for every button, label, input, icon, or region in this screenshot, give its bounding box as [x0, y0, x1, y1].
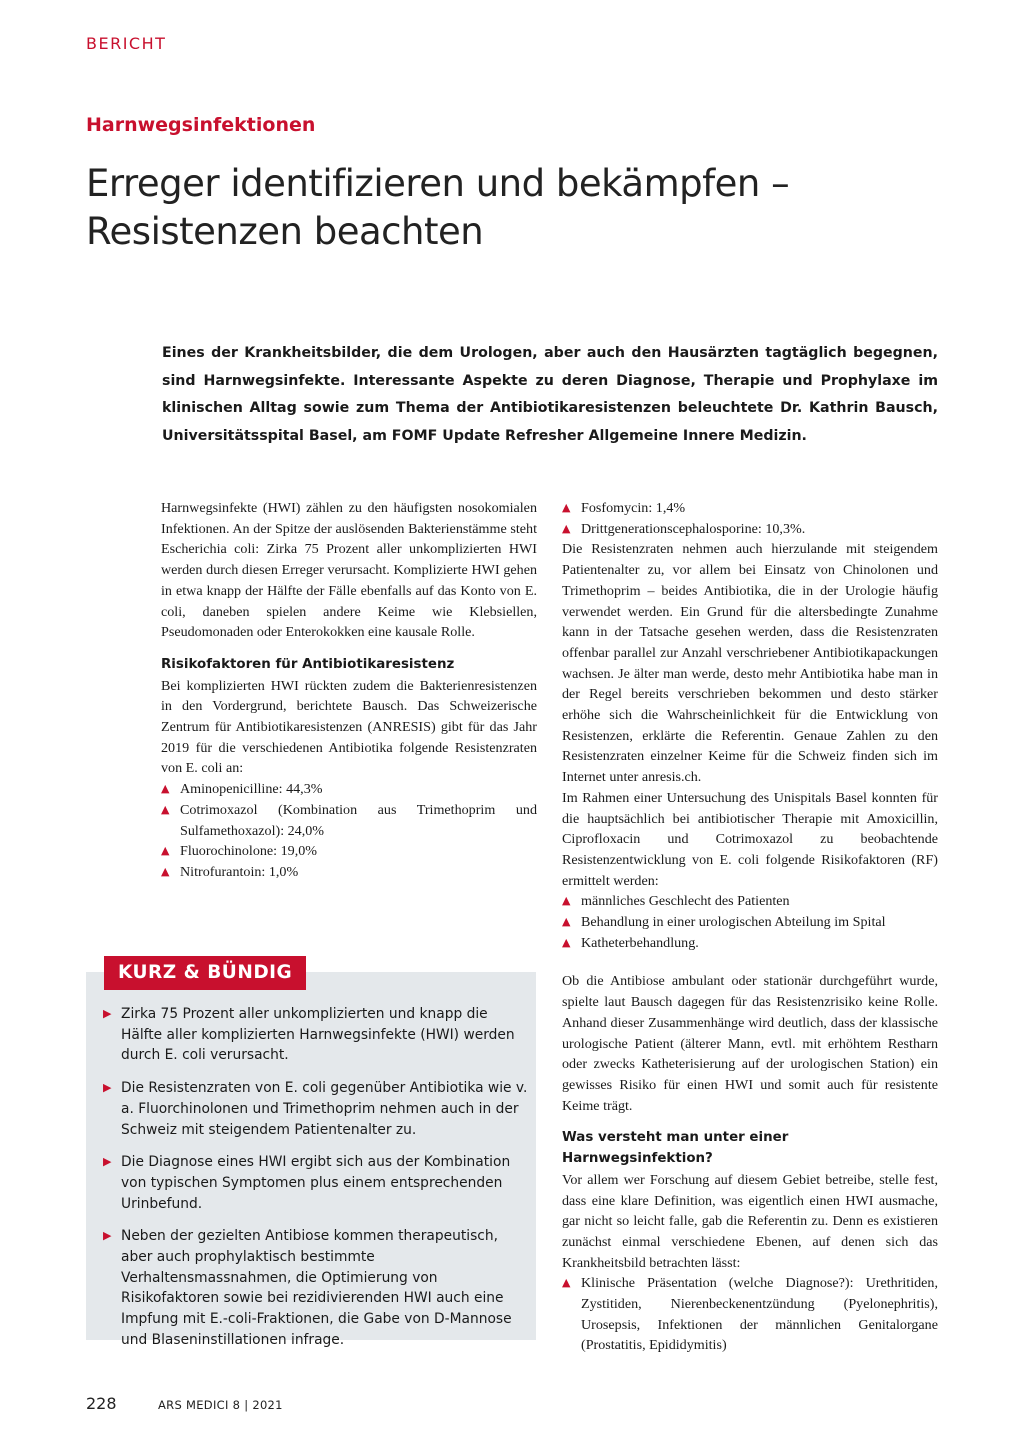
resistance-rates-list: [161, 779, 537, 883]
list-item: ▲ Behandlung in einer urologischen Abteilung im Spital: [562, 912, 938, 933]
triangle-bullet-icon: ▲: [562, 521, 571, 535]
triangle-bullet-icon: ▲: [562, 501, 571, 514]
summary-item: ▶ Die Resistenzraten von E. coli gegenüber Antibiotika wie v. a. Fluorchinolonen und Trimethoprim nehmen auch in der Schweiz mit steigendem Patientenalter zu.: [103, 1080, 528, 1138]
risk-factors-list: [562, 891, 938, 953]
subheading-risk-factors: Risikofaktoren für Antibiotikaresistenz: [161, 656, 455, 672]
article-kicker: Harnwegsinfektionen: [86, 114, 316, 136]
summary-list: [103, 1004, 528, 1363]
arrow-right-icon: ▶: [103, 1155, 112, 1169]
list-item: ▲ Nitrofurantoin: 1,0%: [161, 862, 537, 883]
urology-patient-paragraph: Ob die Antibiose ambulant oder stationär durchgeführt wurde, spielte laut Bausch dagegen für das Resistenzrisiko keine Rolle. Anhand dieser Zusammenhänge wird deutlich, dass der klassische urologische Patient (älterer Mann, evtl. mit erhöhtem Restharn oder zwecks Katheterisierung auf der urologischen Station) ein gewisses Risiko für einen HWI und somit auch für resistente Keime trägt.: [562, 973, 938, 1114]
summary-box-title: KURZ & BÜNDIG: [104, 956, 306, 990]
clinical-presentation-list: [562, 1273, 938, 1356]
triangle-bullet-icon: ▲: [562, 915, 571, 929]
summary-item: ▶ Zirka 75 Prozent aller unkomplizierten und knapp die Hälfte aller komplizierten Harnwegsinfekte (HWI) werden durch E. coli verursacht.: [103, 1006, 515, 1064]
right-column: [562, 498, 938, 1356]
list-item: ▲ Drittgenerationscephalosporine: 10,3%.: [562, 519, 938, 540]
list-item: ▲ männliches Geschlecht des Patienten: [562, 891, 938, 912]
list-item: ▲ Cotrimoxazol (Kombination aus Trimethoprim und Sulfamethoxazol): 24,0%: [161, 801, 537, 839]
arrow-right-icon: ▶: [103, 1229, 112, 1243]
intro-paragraph: Harnwegsinfekte (HWI) zählen zu den häufigsten nosokomialen Infektionen. An der Spitze der auslösenden Bakterienstämme steht Escherichia coli: Zirka 75 Prozent aller unkomplizierten HWI werden durch diesen Erreger verursacht. Komplizierte HWI gehen in etwa knapp der Hälfte der Fälle ebenfalls auf das Konto von E. coli, daneben spielen andere Keime wie Klebsiellen, Pseudomonaden oder Enterokokken eine kausale Rolle.: [161, 500, 537, 641]
left-column: [161, 498, 537, 883]
age-resistance-paragraph: Die Resistenzraten nehmen auch hierzulande mit steigendem Patientenalter zu, vor allem bei Einsatz von Chinolonen und Trimethoprim – beides Antibiotika, die in der Urologie häufig verwendet werden. Ein Grund für die altersbedingte Zunahme kann in der Tatsache gesehen werden, dass die Resistenzraten offenbar parallel zur Anzahl verschriebener Antibiotikapackungen wachsen. Je älter man werde, desto mehr Antibiotika habe man in der Regel bereits verschrieben bekommen und desto stärker erhöhe sich die Wahrscheinlichkeit für die Entwicklung von Resistenzen, erklärte die Referentin. Genaue Zahlen zu den Resistenzraten einzelner Keime für die Schweiz finden sich im Internet unter anresis.ch.: [562, 541, 938, 786]
arrow-right-icon: ▶: [103, 1081, 112, 1095]
triangle-bullet-icon: ▲: [161, 802, 170, 816]
summary-item: ▶ Die Diagnose eines HWI ergibt sich aus der Kombination von typischen Symptomen plus einem entsprechenden Urinbefund.: [103, 1154, 511, 1212]
list-item: ▲ Fosfomycin: 1,4%: [562, 498, 938, 519]
triangle-bullet-icon: ▲: [562, 1276, 571, 1290]
article-title-line-1: Erreger identifizieren und bekämpfen –: [86, 162, 790, 205]
triangle-bullet-icon: ▲: [562, 894, 571, 908]
resistance-paragraph: Bei komplizierten HWI rückten zudem die Bakterienresistenzen in den Vordergrund, berichtete Bausch. Das Schweizerische Zentrum für Antibiotikaresistenzen (ANRESIS) gibt für das Jahr 2019 für die verschiedenen Antibiotika folgende Resistenzraten von E. coli an:: [161, 677, 537, 777]
article-title-line-2: Resistenzen beachten: [86, 210, 484, 253]
article-lead: Eines der Krankheitsbilder, die dem Urologen, aber auch den Hausärzten tagtäglich begegnen, sind Harnwegsinfekte. Interessante Aspekte zu deren Diagnose, Therapie und Prophylaxe im klinischen Alltag sowie zum Thema der Antibiotikaresistenzen beleuchtete Dr. Kathrin Bausch, Universitätsspital Basel, am FOMF Update Refresher Allgemeine Innere Medizin.: [162, 345, 938, 444]
journal-reference: ARS MEDICI 8 | 2021: [158, 1398, 283, 1412]
triangle-bullet-icon: ▲: [562, 935, 571, 949]
arrow-right-icon: ▶: [103, 1007, 112, 1020]
section-label: BERICHT: [86, 34, 167, 53]
triangle-bullet-icon: ▲: [161, 864, 170, 878]
subheading-definition: Was versteht man unter einer Harnwegsinfektion?: [562, 1130, 789, 1167]
summary-item: ▶ Neben der gezielten Antibiose kommen therapeutisch, aber auch prophylaktisch bestimmte Verhaltensmassnahmen, die Optimierung von Risikofaktoren sowie bei rezidivierenden HWI auch eine Impfung mit E.-coli-Fraktionen, die Gabe von D-Mannose und Blaseninstillationen infrage.: [103, 1228, 512, 1348]
list-item: ▲ Aminopenicilline: 44,3%: [161, 779, 537, 800]
list-item: ▲ Fluorochinolone: 19,0%: [161, 841, 537, 862]
article-title: [86, 160, 966, 256]
triangle-bullet-icon: ▲: [161, 844, 170, 858]
definition-paragraph: Vor allem wer Forschung auf diesem Gebiet betreibe, stelle fest, dass eine klare Definition, was eigentlich einen HWI ausmache, gar nicht so leicht falle, gab die Referentin zu. Denn es existieren zunächst einmal verschiedene Ebenen, auf denen sich das Krankheitsbild betrachten lässt:: [562, 1171, 938, 1271]
page-number: 228: [86, 1394, 117, 1413]
resistance-rates-list-continued: [562, 498, 938, 539]
triangle-bullet-icon: ▲: [161, 782, 170, 796]
list-item: ▲ Katheterbehandlung.: [562, 933, 938, 954]
unispital-study-paragraph: Im Rahmen einer Untersuchung des Unispitals Basel konnten für die hauptsächlich bei antibiotischer Therapie mit Amoxicillin, Ciprofloxacin und Cotrimoxazol zu beobachtende Resistenzentwicklung von E. coli folgende Risikofaktoren (RF) ermittelt werden:: [562, 789, 938, 889]
list-item: ▲ Klinische Präsentation (welche Diagnose?): Urethritiden, Zystitiden, Nierenbeckenentzündung (Pyelonephritis), Urosepsis, Infektionen der männlichen Genitalorgane (Prostatitis, Epididymitis): [562, 1275, 938, 1354]
